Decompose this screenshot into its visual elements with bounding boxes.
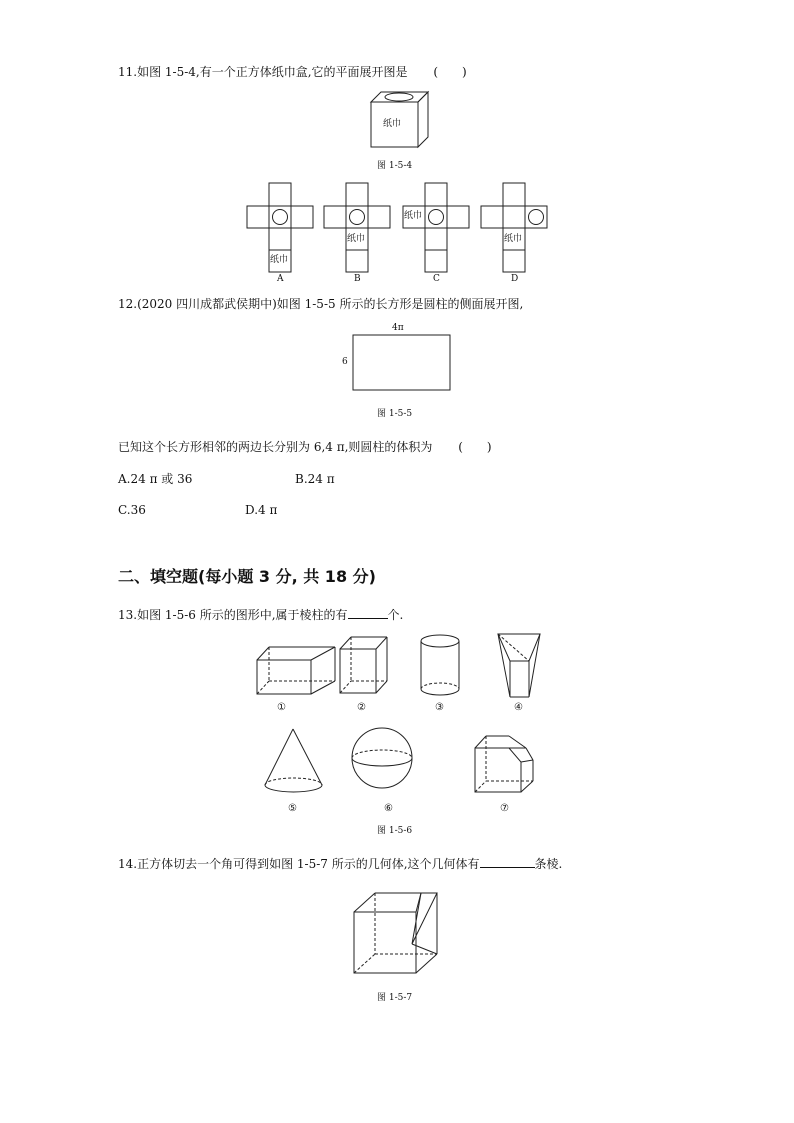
net-c-tissue-label: 纸巾	[404, 211, 423, 221]
q11-answer-paren: ( )	[433, 65, 467, 79]
q12-answer-paren: ( )	[458, 440, 492, 454]
option-label-b: B	[354, 274, 361, 284]
q14-question-end: 条棱.	[534, 857, 563, 871]
q13-question-end: 个.	[387, 608, 404, 622]
net-d-tissue-label: 纸巾	[504, 234, 523, 244]
shape-label-1: ①	[277, 702, 286, 713]
q14-question-start: 14.正方体切去一个角可得到如图 1-5-7 所示的几何体,这个几何体有	[118, 857, 480, 871]
q12-figure-caption: 图 1-5-5	[377, 409, 413, 419]
q12-option-d: D.4 π	[245, 503, 278, 517]
shape-label-5: ⑤	[288, 803, 297, 814]
q12-option-c: C.36	[118, 503, 146, 517]
shape-label-4: ④	[514, 702, 523, 713]
q12-rect-left-label: 6	[342, 357, 348, 367]
q12-option-b: B.24 π	[295, 472, 335, 486]
q11-question-text: 11.如图 1-5-4,有一个正方体纸巾盒,它的平面展开图是	[118, 65, 408, 79]
q12-question: 12.(2020 四川成都武侯期中)如图 1-5-5 所示的长方形是圆柱的侧面展开图,	[118, 297, 524, 311]
q12-option-a: A.24 π 或 36	[118, 472, 193, 486]
net-b-tissue-label: 纸巾	[347, 234, 366, 244]
q12-question-cont-text: 已知这个长方形相邻的两边长分别为 6,4 π,则圆柱的体积为	[118, 440, 433, 454]
q11-box-label: 纸巾	[383, 119, 402, 129]
section2-heading: 二、填空题(每小题 3 分, 共 18 分)	[118, 567, 376, 586]
q13-figure-caption: 图 1-5-6	[377, 826, 413, 836]
shape-label-7: ⑦	[500, 803, 509, 814]
q12-rect-top-label: 4π	[392, 323, 404, 333]
shape-label-6: ⑥	[384, 803, 393, 814]
shape-label-3: ③	[435, 702, 444, 713]
shape-label-2: ②	[357, 702, 366, 713]
net-a-tissue-label: 纸巾	[270, 255, 289, 265]
q11-figure-caption: 图 1-5-4	[377, 161, 413, 171]
q14-figure-caption: 图 1-5-7	[377, 993, 413, 1003]
option-label-c: C	[433, 274, 440, 284]
option-label-a: A	[277, 274, 284, 284]
q13-question-start: 13.如图 1-5-6 所示的图形中,属于棱柱的有	[118, 608, 348, 622]
option-label-d: D	[511, 274, 519, 284]
